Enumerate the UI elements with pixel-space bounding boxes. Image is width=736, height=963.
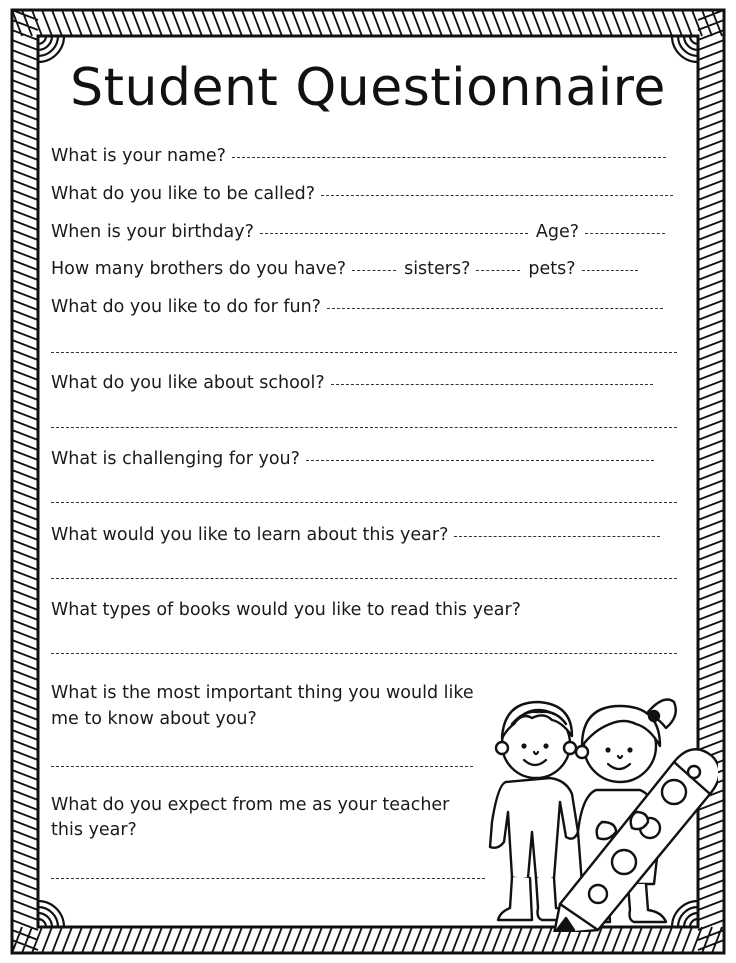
- expect-label-2: this year?: [51, 820, 137, 840]
- important-answer-line[interactable]: [51, 766, 473, 767]
- sisters-label: sisters?: [404, 259, 471, 279]
- learn-label: What would you like to learn about this year?: [51, 525, 449, 545]
- books-answer-line[interactable]: [51, 653, 677, 654]
- expect-answer-line[interactable]: [51, 878, 485, 879]
- birthday-question: [51, 222, 665, 242]
- school-answer-line-2[interactable]: [51, 427, 677, 428]
- sisters-answer-line[interactable]: [476, 270, 520, 271]
- important-label-2: me to know about you?: [51, 709, 257, 729]
- fun-answer-line[interactable]: [327, 308, 663, 309]
- nickname-label: What do you like to be called?: [51, 184, 316, 204]
- challenging-label: What is challenging for you?: [51, 449, 300, 469]
- birthday-answer-line[interactable]: [260, 233, 528, 234]
- books-question: [51, 600, 521, 620]
- brothers-label: How many brothers do you have?: [51, 259, 347, 279]
- name-label: What is your name?: [51, 146, 226, 166]
- books-label: What types of books would you like to read this year?: [51, 600, 521, 620]
- birthday-label: When is your birthday?: [51, 222, 254, 242]
- challenging-question: [51, 449, 654, 469]
- school-label: What do you like about school?: [51, 373, 325, 393]
- nickname-question: [51, 184, 673, 204]
- learn-answer-line-2[interactable]: [51, 578, 677, 579]
- name-answer-line[interactable]: [232, 157, 666, 158]
- school-question: [51, 373, 653, 393]
- age-label: Age?: [535, 222, 580, 242]
- pets-label: pets?: [528, 259, 576, 279]
- pets-answer-line[interactable]: [582, 270, 638, 271]
- fun-label: What do you like to do for fun?: [51, 297, 321, 317]
- school-answer-line[interactable]: [331, 384, 653, 385]
- learn-answer-line[interactable]: [454, 536, 660, 537]
- two-kids-with-pencil-illustration: [478, 672, 718, 932]
- brothers-answer-line[interactable]: [352, 270, 396, 271]
- important-question-line-1: [51, 683, 474, 703]
- learn-question: [51, 525, 660, 545]
- expect-question-line-2: [51, 820, 137, 840]
- nickname-answer-line[interactable]: [321, 195, 673, 196]
- challenging-answer-line-2[interactable]: [51, 502, 677, 503]
- important-label-1: What is the most important thing you would like: [51, 683, 474, 703]
- siblings-question: [51, 259, 638, 279]
- expect-label-1: What do you expect from me as your teacher: [51, 795, 450, 815]
- page-title: Student Questionnaire: [70, 58, 666, 118]
- age-answer-line[interactable]: [585, 233, 665, 234]
- fun-question: [51, 297, 663, 317]
- name-question: [51, 146, 666, 166]
- challenging-answer-line[interactable]: [306, 460, 654, 461]
- fun-answer-line-2[interactable]: [51, 352, 677, 353]
- expect-question-line-1: [51, 795, 449, 815]
- important-question-line-2: [51, 709, 257, 729]
